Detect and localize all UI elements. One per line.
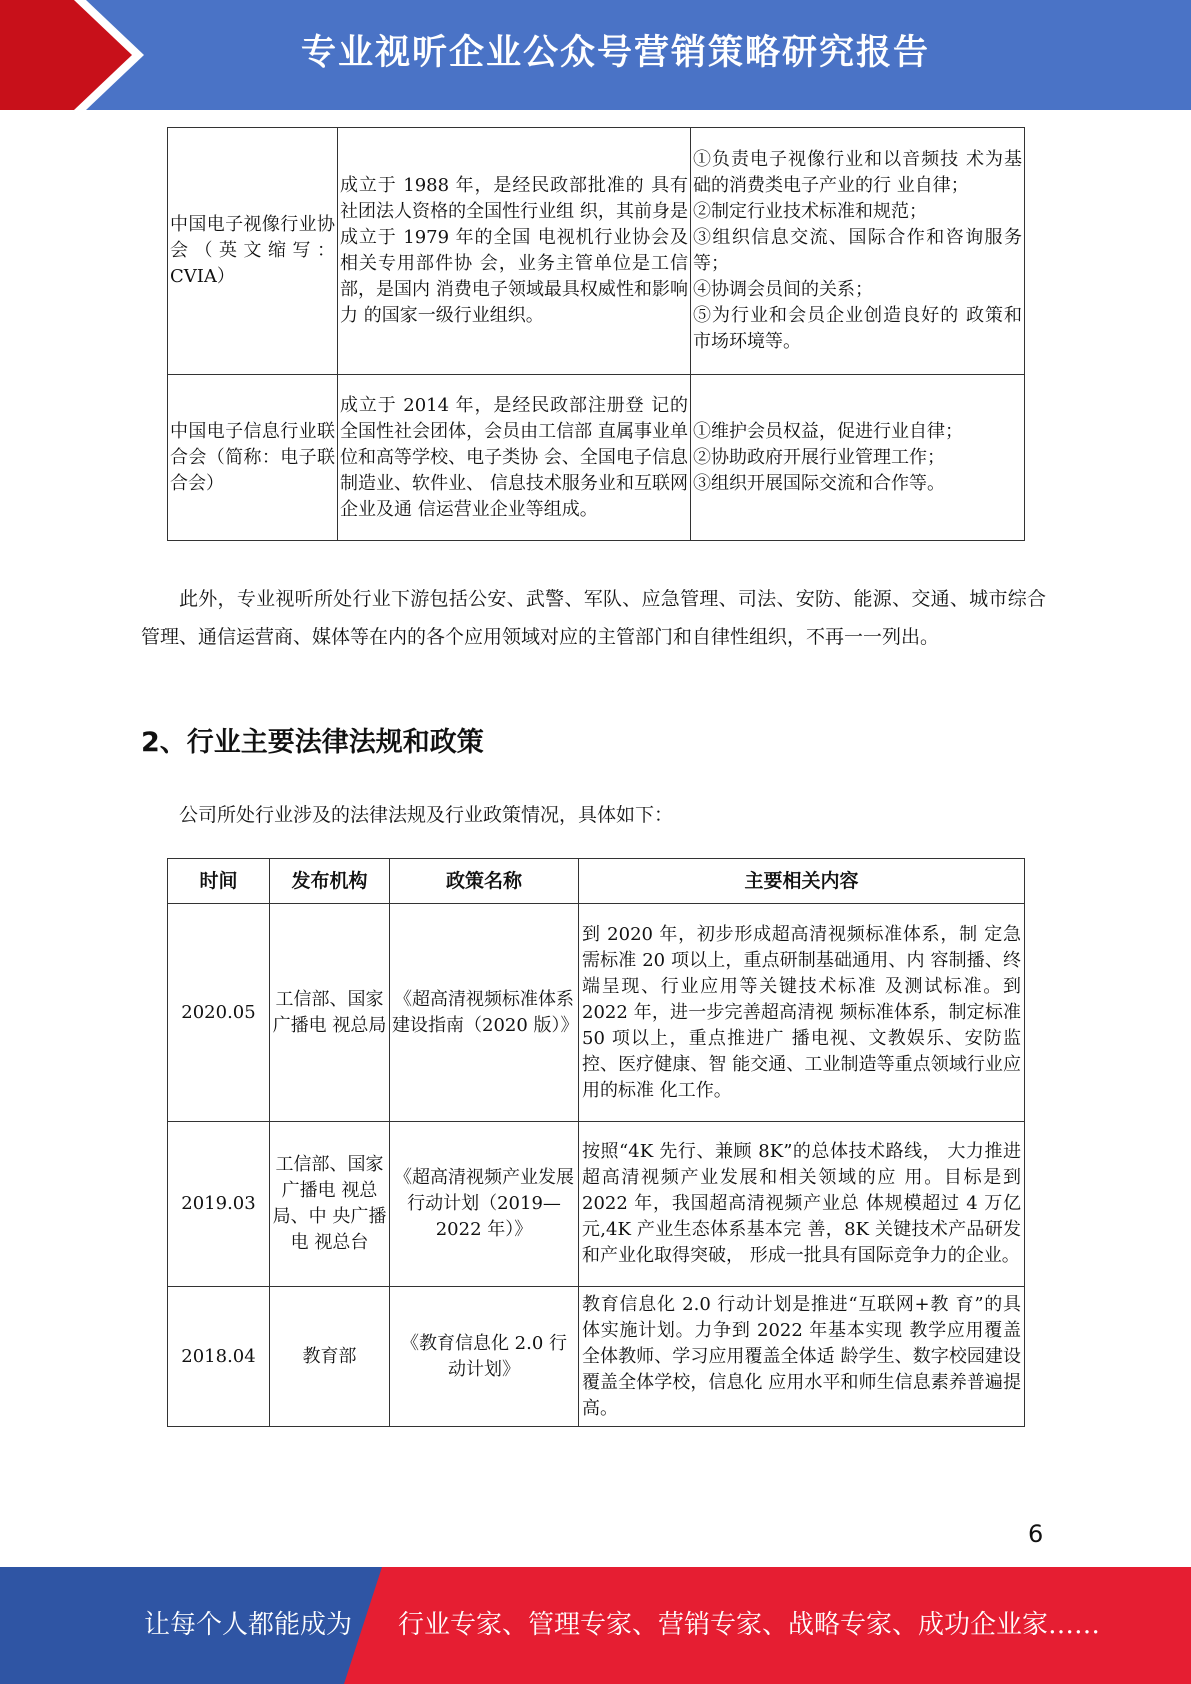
policy-content: 按照“4K 先行、兼顾 8K”的总体技术路线， 大力推进超高清视频产业发展和相关领域的应 用。目标是到 2022 年，我国超高清视频产业总 体规模超过 4 万亿元,4K 产业生态体系基本完 善，8K 关键技术产品研发和产业化取得突破， 形成一批具有国际竞争力的企业。 — [579, 1122, 1025, 1287]
org-duties — [691, 375, 1025, 541]
policy-content: 教育信息化 2.0 行动计划是推进“互联网+教 育”的具体实施计划。力争到 2022 年基本实现 教学应用覆盖全体教师、学习应用覆盖全体适 龄学生、数字校园建设覆盖全体学校，信息化 应用水平和师生信息素养普遍提高。 — [579, 1287, 1025, 1427]
policy-issuer: 工信部、国家广播电 视总局 — [270, 904, 390, 1122]
duty-item: ③组织信息交流、国际合作和咨询服务等； — [693, 227, 1022, 274]
report-title: 专业视听企业公众号营销策略研究报告 — [300, 33, 930, 73]
table-header-row — [168, 859, 1025, 904]
duty-item: ④协调会员间的关系； — [693, 279, 873, 300]
org-name: 中国电子信息行业联合会（简称：电子联合会） — [168, 375, 338, 541]
org-description: 成立于 2014 年，是经民政部注册登 记的全国性社会团体，会员由工信部 直属事业单位和高等学校、电子类协 会、全国电子信息制造业、软件业、 信息技术服务业和互联网企业及通 信运营业企业等组成。 — [338, 375, 691, 541]
policy-name: 《超高清视频产业发展行动计划（2019—2022 年）》 — [390, 1122, 579, 1287]
footer-banner — [0, 1567, 1191, 1684]
header-banner — [0, 0, 1191, 110]
table-row — [168, 1287, 1025, 1427]
section-heading: 2、行业主要法律法规和政策 — [141, 727, 484, 758]
policy-issuer: 教育部 — [270, 1287, 390, 1427]
policy-table — [167, 858, 1025, 1427]
page-number: 6 — [1028, 1520, 1044, 1548]
org-table — [167, 127, 1025, 541]
duty-item: ③组织开展国际交流和合作等。 — [693, 472, 945, 494]
footer-slogan-left: 让每个人都能成为 — [144, 1610, 353, 1640]
table-row — [168, 904, 1025, 1122]
table-row — [168, 1122, 1025, 1287]
duty-item: ②制定行业技术标准和规范； — [693, 201, 927, 222]
org-duties — [691, 128, 1025, 375]
column-header: 时间 — [168, 859, 270, 904]
org-name: 中国电子视像行业协会（英文缩写：CVIA） — [168, 128, 338, 375]
column-header: 发布机构 — [270, 859, 390, 904]
downstream-paragraph: 此外，专业视听所处行业下游包括公安、武警、军队、应急管理、司法、安防、能源、交通、城市综合管理、通信运营商、媒体等在内的各个应用领域对应的主管部门和自律性组织，不再一一列出。 — [141, 588, 1046, 648]
duty-item: ①负责电子视像行业和以音频技 术为基础的消费类电子产业的行 业自律； — [693, 149, 1022, 196]
column-header: 政策名称 — [390, 859, 579, 904]
footer-slogan-right: 行业专家、管理专家、营销专家、战略专家、成功企业家…… — [398, 1610, 1101, 1640]
duty-item: ⑤为行业和会员企业创造良好的 政策和市场环境等。 — [693, 305, 1022, 352]
column-header: 主要相关内容 — [579, 859, 1025, 904]
policy-content: 到 2020 年，初步形成超高清视频标准体系，制 定急需标准 20 项以上，重点研制基础通用、内 容制播、终端呈现、行业应用等关键技术标准 及测试标准。到 2022 年，进一步完善超高清视 频标准体系，制定标准 50 项以上，重点推进广 播电视、文教娱乐、安防监控、医疗健康、智 能交通、工业制造等重点领域行业应用的标准 化工作。 — [579, 904, 1025, 1122]
policy-date: 2019.03 — [168, 1122, 270, 1287]
policy-intro: 公司所处行业涉及的法律法规及行业政策情况，具体如下： — [179, 804, 674, 826]
table-row — [168, 128, 1025, 375]
duty-item: ②协助政府开展行业管理工作； — [693, 446, 945, 468]
policy-issuer: 工信部、国家广播电 视总局、中 央广播电 视总台 — [270, 1122, 390, 1287]
policy-name: 《教育信息化 2.0 行动计划》 — [390, 1287, 579, 1427]
policy-date: 2018.04 — [168, 1287, 270, 1427]
policy-date: 2020.05 — [168, 904, 270, 1122]
duty-item: ①维护会员权益，促进行业自律； — [693, 420, 963, 442]
org-description: 成立于 1988 年，是经民政部批准的 具有社团法人资格的全国性行业组 织，其前身是成立于 1979 年的全国 电视机行业协会及相关专用部件协 会，业务主管单位是工信部，是国内 消费电子领域最具权威性和影响力 的国家一级行业组织。 — [338, 128, 691, 375]
table-row — [168, 375, 1025, 541]
policy-name: 《超高清视频标准体系建设指南（2020 版）》 — [390, 904, 579, 1122]
